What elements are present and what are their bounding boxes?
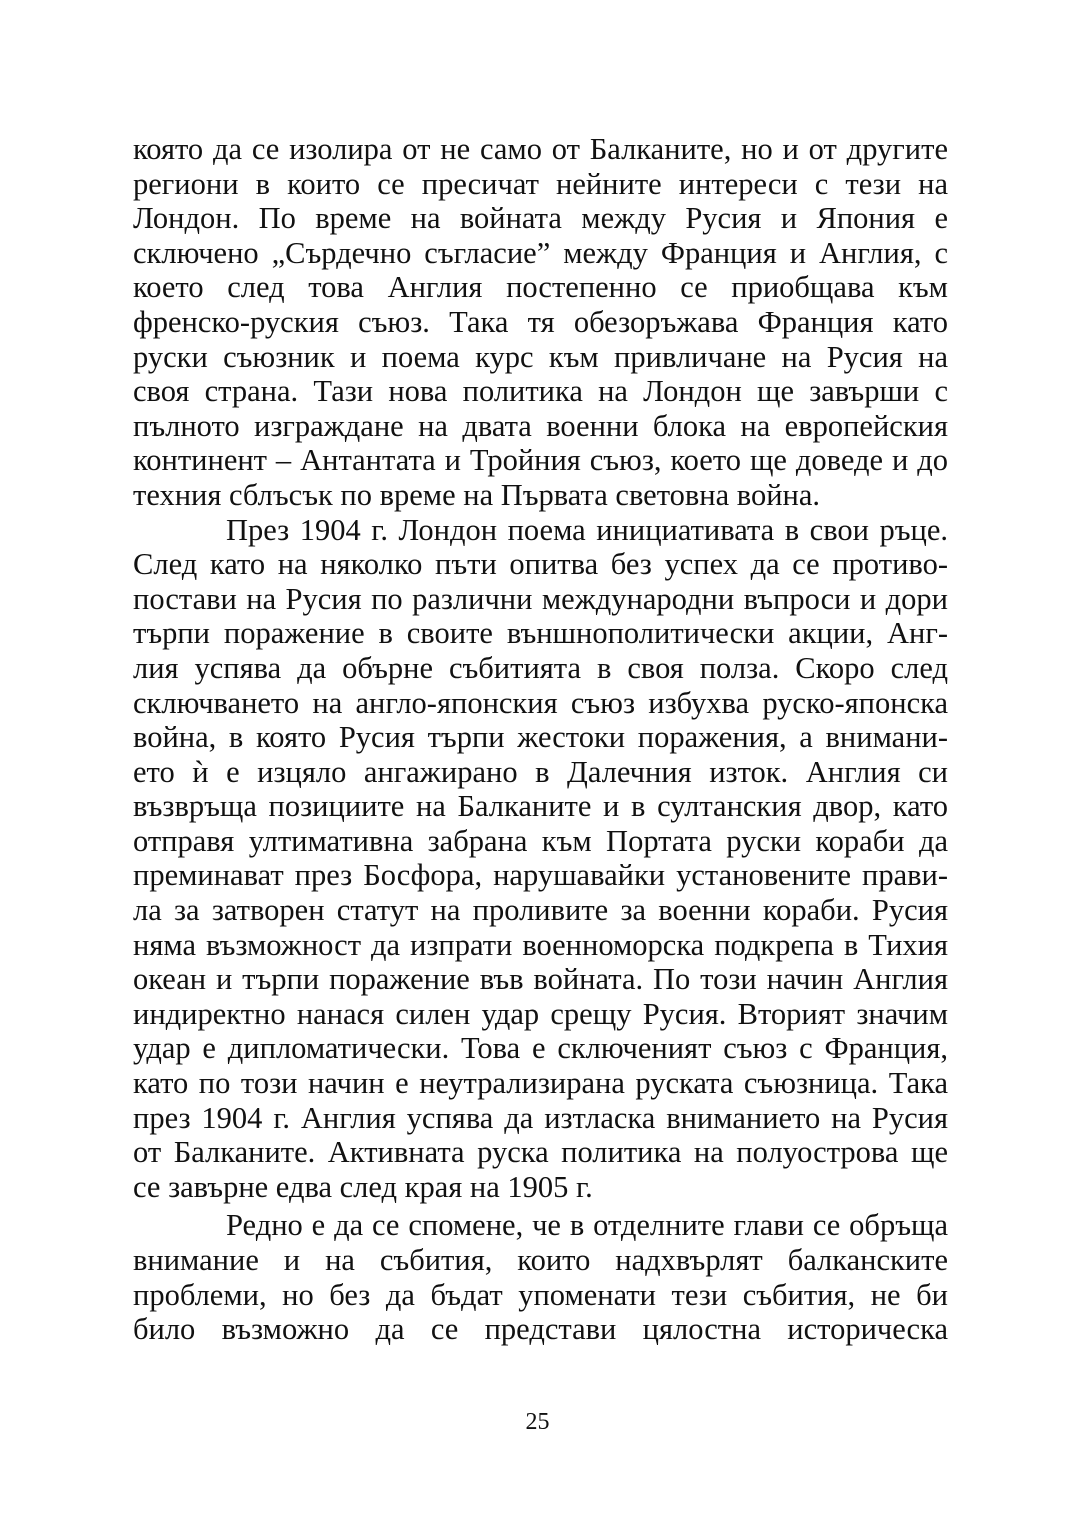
text-line: възвръща позициите на Балканите и в султанския двор, като — [133, 789, 948, 824]
text-line: Редно е да се спомене, че в отделните глави се обръща — [226, 1208, 948, 1243]
text-line: своя страна. Тази нова политика на Лондон ще завърши с — [133, 374, 948, 409]
text-line: която да се изолира от не само от Балканите, но и от другите — [133, 132, 948, 166]
text-line: отправя ултимативна забрана към Портата руски кораби да — [133, 823, 948, 858]
text-line: пълното изграждане на двата военни блока на европейския — [133, 408, 948, 443]
text-line: Лондон. По време на войната между Русия и Япония е — [133, 201, 948, 236]
text-line: което след това Англия постепенно се приобщава към — [133, 270, 948, 305]
body-text — [133, 132, 948, 1347]
paragraph-3 — [133, 1208, 948, 1346]
text-line: от Балканите. Активната руска политика на полуострова ще — [133, 1135, 948, 1170]
text-line: внимание и на събития, които надхвърлят балканските — [133, 1243, 948, 1277]
text-line: ла за затворен статут на проливите за военни кораби. Русия — [133, 893, 948, 928]
text-line: се завърне едва след края на 1905 г. — [133, 1169, 593, 1204]
text-line: през 1904 г. Англия успява да изтласка вниманието на Русия — [133, 1100, 948, 1135]
text-line: преминават през Босфора, нарушавайки установените прави- — [133, 858, 948, 893]
paragraph-2 — [133, 513, 948, 1205]
text-line: лия успява да обърне събитията в своя полза. Скоро след — [133, 650, 948, 685]
text-line: като по този начин е неутрализирана руската съюзница. Така — [133, 1066, 948, 1101]
text-line: индиректно нанася силен удар срещу Русия. Вторият значим — [133, 996, 948, 1031]
text-line: проблеми, но без да бъдат упоменати тези събития, не би — [133, 1277, 948, 1312]
text-line: сключено „Сърдечно съгласие” между Франция и Англия, с — [133, 235, 948, 270]
text-line: техния сблъсък по време на Първата световна война. — [133, 477, 821, 512]
text-line: търпи поражение в своите външнополитически акции, Анг- — [133, 616, 948, 651]
text-line: било възможно да се представи цялостна историческа — [133, 1312, 948, 1347]
text-line: война, в която Русия търпи жестоки поражения, а внимани- — [133, 720, 948, 755]
text-line: региони в които се пресичат нейните интереси с тези на — [133, 166, 948, 201]
text-line: ето ѝ е изцяло ангажирано в Далечния изток. Англия си — [133, 754, 948, 789]
text-line: океан и търпи поражение във войната. По този начин Англия — [133, 962, 948, 997]
text-line: сключването на англо-японския съюз избухва руско-японска — [133, 685, 948, 720]
text-line: удар е дипломатически. Това е сключеният съюз с Франция, — [133, 1031, 948, 1066]
paragraph-1 — [133, 132, 948, 513]
text-line: През 1904 г. Лондон поема инициативата в свои ръце. — [226, 512, 948, 547]
text-line: континент – Антантата и Тройния съюз, което ще доведе и до — [133, 443, 948, 478]
text-line: постави на Русия по различни международни въпроси и дори — [133, 581, 948, 616]
page-number: 25 — [525, 1409, 550, 1435]
text-line: френско-руския съюз. Така тя обезоръжава Франция като — [133, 304, 948, 339]
text-line: няма възможност да изпрати военноморска подкрепа в Тихия — [133, 927, 948, 962]
text-line: След като на няколко пъти опитва без успех да се противо- — [133, 547, 948, 582]
text-line: руски съюзник и поема курс към привличане на Русия на — [133, 339, 948, 374]
